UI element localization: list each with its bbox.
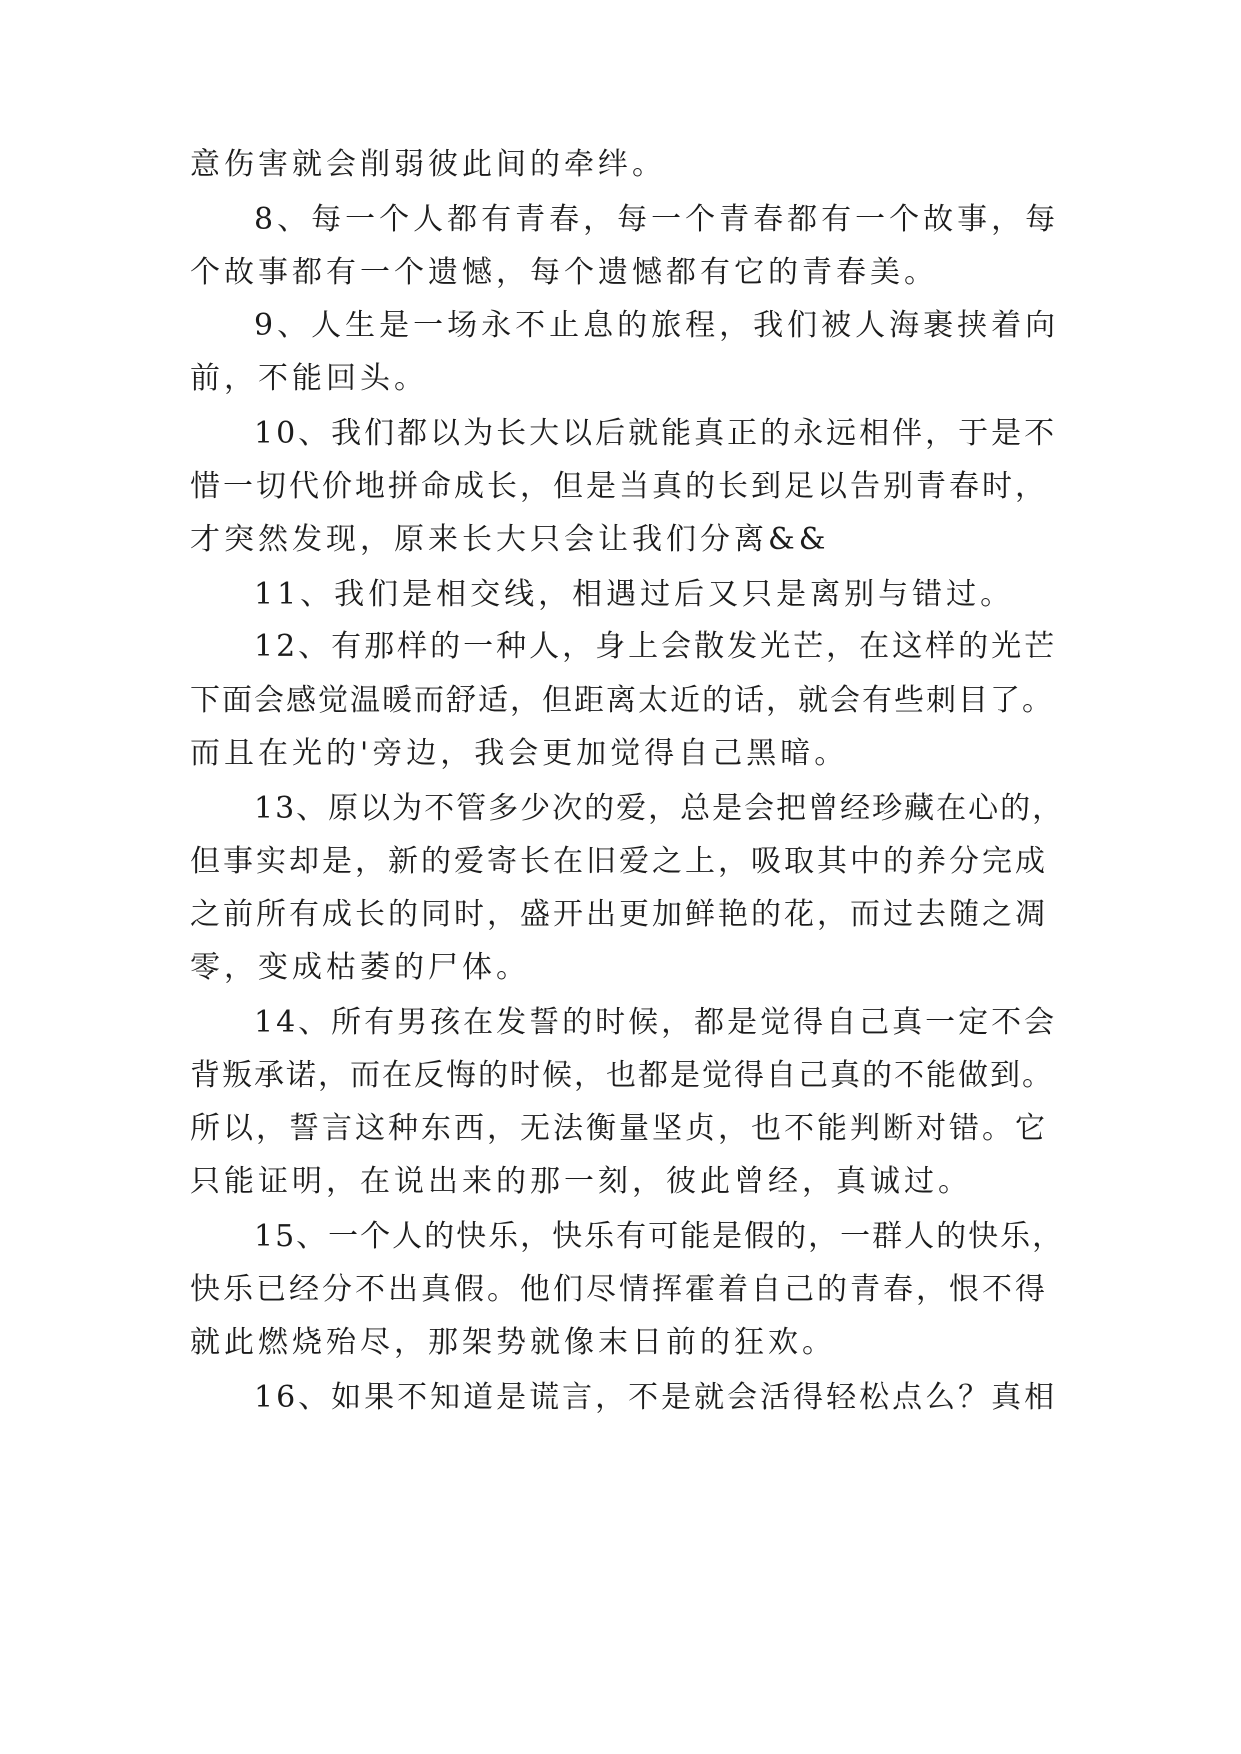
text-line: 只能证明，在说出来的那一刻，彼此曾经，真诚过。 [190,1164,972,1199]
text-line: 之前所有成长的同时，盛开出更加鲜艳的花，而过去随之凋 [190,897,1048,932]
paragraph-15-start: 15、一个人的快乐，快乐有可能是假的，一群人的快乐， [254,1219,1065,1254]
text-line: 快乐已经分不出真假。他们尽情挥霍着自己的青春，恨不得 [190,1272,1048,1307]
text-line: 前，不能回头。 [190,361,428,396]
text-line: 个故事都有一个遗憾，每个遗憾都有它的青春美。 [190,255,938,290]
text-line: 意伤害就会削弱彼此间的牵绊。 [190,147,666,182]
paragraph-11-start: 11、我们是相交线，相遇过后又只是离别与错过。 [254,577,1015,612]
text-line: 所以，誓言这种东西，无法衡量坚贞，也不能判断对错。它 [190,1111,1048,1146]
text-line: 零，变成枯萎的尸体。 [190,950,530,985]
text-line: 而且在光的'旁边，我会更加觉得自己黑暗。 [190,736,849,771]
text-line: 惜一切代价地拼命成长，但是当真的长到足以告别青春时， [190,469,1048,504]
paragraph-10-start: 10、我们都以为长大以后就能真正的永远相伴，于是不 [254,416,1058,451]
text-line: 下面会感觉温暖而舒适，但距离太近的话，就会有些刺目了。 [190,683,1054,718]
paragraph-9-start: 9、人生是一场永不止息的旅程，我们被人海裹挟着向 [254,308,1060,343]
paragraph-8-start: 8、每一个人都有青春，每一个青春都有一个故事，每 [254,202,1060,237]
text-line: 就此燃烧殆尽，那架势就像末日前的狂欢。 [190,1325,836,1360]
paragraph-14-start: 14、所有男孩在发誓的时候，都是觉得自己真一定不会 [254,1005,1058,1040]
text-line: 背叛承诺，而在反悔的时候，也都是觉得自己真的不能做到。 [190,1058,1054,1093]
text-line: 但事实却是，新的爱寄长在旧爱之上，吸取其中的养分完成 [190,844,1048,879]
paragraph-13-start: 13、原以为不管多少次的爱，总是会把曾经珍藏在心的， [254,791,1065,826]
paragraph-16-start: 16、如果不知道是谎言，不是就会活得轻松点么？真相 [254,1380,1058,1415]
text-line: 才突然发现，原来长大只会让我们分离&& [190,522,830,557]
paragraph-12-start: 12、有那样的一种人，身上会散发光芒，在这样的光芒 [254,629,1058,664]
